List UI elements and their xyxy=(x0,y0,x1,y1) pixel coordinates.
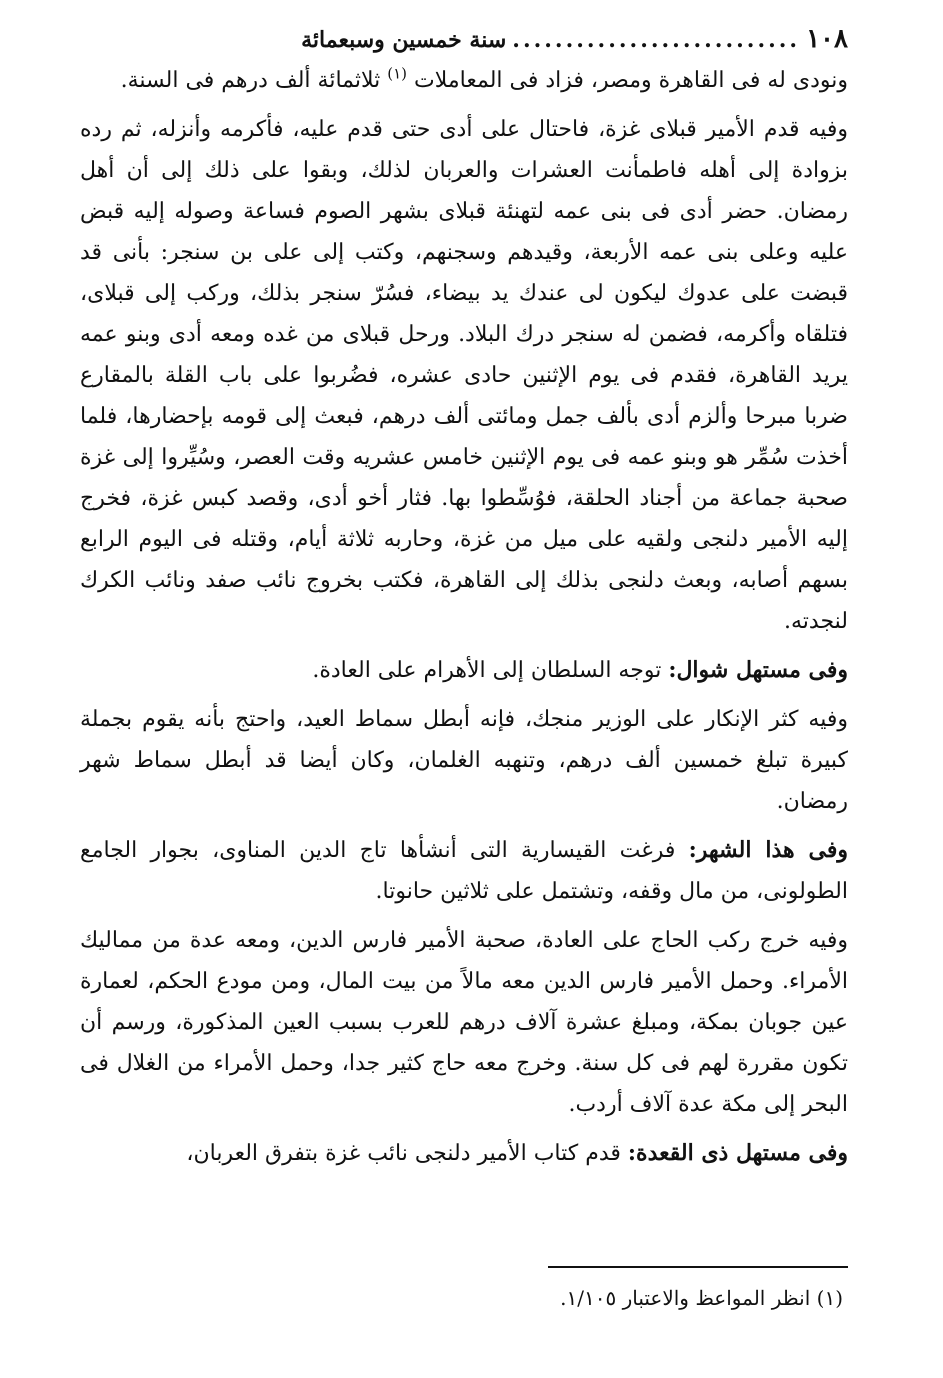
running-header xyxy=(80,22,848,56)
footnote-reference: (١) xyxy=(387,64,408,83)
paragraph-5 xyxy=(80,830,848,912)
paragraph-7 xyxy=(80,1133,848,1174)
paragraph-4 xyxy=(80,699,848,822)
paragraph-text: وفيه كثر الإنكار على الوزير منجك، فإنه أبطل سماط العيد، واحتج بأنه يقوم بجملة كبيرة تبلغ خمسين ألف درهم، وتنهبه الغلمان، وكان أيضا قد أبطل سماط شهر رمضان. xyxy=(80,707,848,814)
paragraph-text: وفيه خرج ركب الحاج على العادة، صحبة الأمير فارس الدين، ومعه عدة من مماليك الأمراء. وحمل الأمير فارس الدين معه مالاً من بيت المال، ومن مودع الحكم، لعمارة عين جوبان بمكة، ومبلغ عشرة آلاف درهم للعرب بسبب العين المذكورة، ورسم أن تكون مقررة لهم فى كل سنة. وخرج معه حاج كثير جدا، وحمل الأمراء من الغلال فى البحر إلى مكة عدة آلاف أردب. xyxy=(80,928,848,1117)
footnote-divider xyxy=(548,1266,848,1268)
footnote: (١) انظر المواعظ والاعتبار ١/١٠٥. xyxy=(560,1286,843,1310)
paragraph-text: وفيه قدم الأمير قبلاى غزة، فاحتال على أدى حتى قدم عليه، فأكرمه وأنزله، ثم رده بزوادة إلى أهله فاطمأنت العشرات والعربان لذلك، وبقوا على ذلك إلى أن أهل رمضان. حضر أدى فى بنى عمه لتهنئة قبلاى بشهر الصوم فساعة وصوله إليه قبض عليه وعلى بنى عمه الأربعة، وقيدهم وسجنهم، وكتب إلى على بن سنجر: بأنى قد قبضت على عدوك ليكون لى عندك يد بيضاء، فسُرّ سنجر بذلك، وركب إلى قبلاى، فتلقاه وأكرمه، فضمن له سنجر درك البلاد. ورحل قبلاى من غده ومعه أدى وبنو عمه يريد القاهرة، فقدم فى يوم الإثنين حادى عشره، فضُربوا على باب القلة بالمقارع ضربا مبرحا وألزم أدى بألف جمل ومائتى ألف درهم، فبعث إلى قومه بإحضارها، فلما أخذت سُمِّر هو وبنو عمه فى يوم الإثنين خامس عشريه وقت العصر، وسُيِّروا إلى غزة صحبة جماعة من أجناد الحلقة، فوُسِّطوا بها. فثار أخو أدى، وقصد كبس غزة، فخرج إليه الأمير دلنجى ولقيه على ميل من غزة، وحاربه ثلاثة أيام، وقتله فى اليوم الرابع بسهم أصابه، وبعث دلنجى بذلك إلى القاهرة، فكتب بخروج نائب صفد ونائب الكرك لنجدته. xyxy=(80,117,848,634)
header-title: سنة خمسين وسبعمائة xyxy=(301,27,507,53)
paragraph-text: توجه السلطان إلى الأهرام على العادة. xyxy=(312,658,662,683)
paragraph-heading: وفى هذا الشهر: xyxy=(688,837,849,863)
paragraph-text: فرغت القيسارية التى أنشأها تاج الدين المناوى، بجوار الجامع الطولونى، من مال وقفه، وتشتمل على ثلاثين حانوتا. xyxy=(80,838,848,904)
paragraph-text: ونودى له فى القاهرة ومصر، فزاد فى المعاملات xyxy=(414,68,848,93)
page-number: ١٠٨ xyxy=(806,24,848,54)
paragraph-3 xyxy=(80,650,848,691)
paragraph-heading: وفى مستهل شوال: xyxy=(668,657,848,683)
paragraph-6 xyxy=(80,920,848,1125)
header-leader-dots: ........................... xyxy=(512,27,801,53)
paragraph-2 xyxy=(80,109,848,642)
paragraph-text: قدم كتاب الأمير دلنجى نائب غزة بتفرق العربان، xyxy=(186,1141,621,1166)
paragraph-1 xyxy=(80,60,848,101)
paragraph-text-continued: ثلاثمائة ألف درهم فى السنة. xyxy=(120,68,381,93)
paragraph-heading: وفى مستهل ذى القعدة: xyxy=(627,1140,848,1166)
